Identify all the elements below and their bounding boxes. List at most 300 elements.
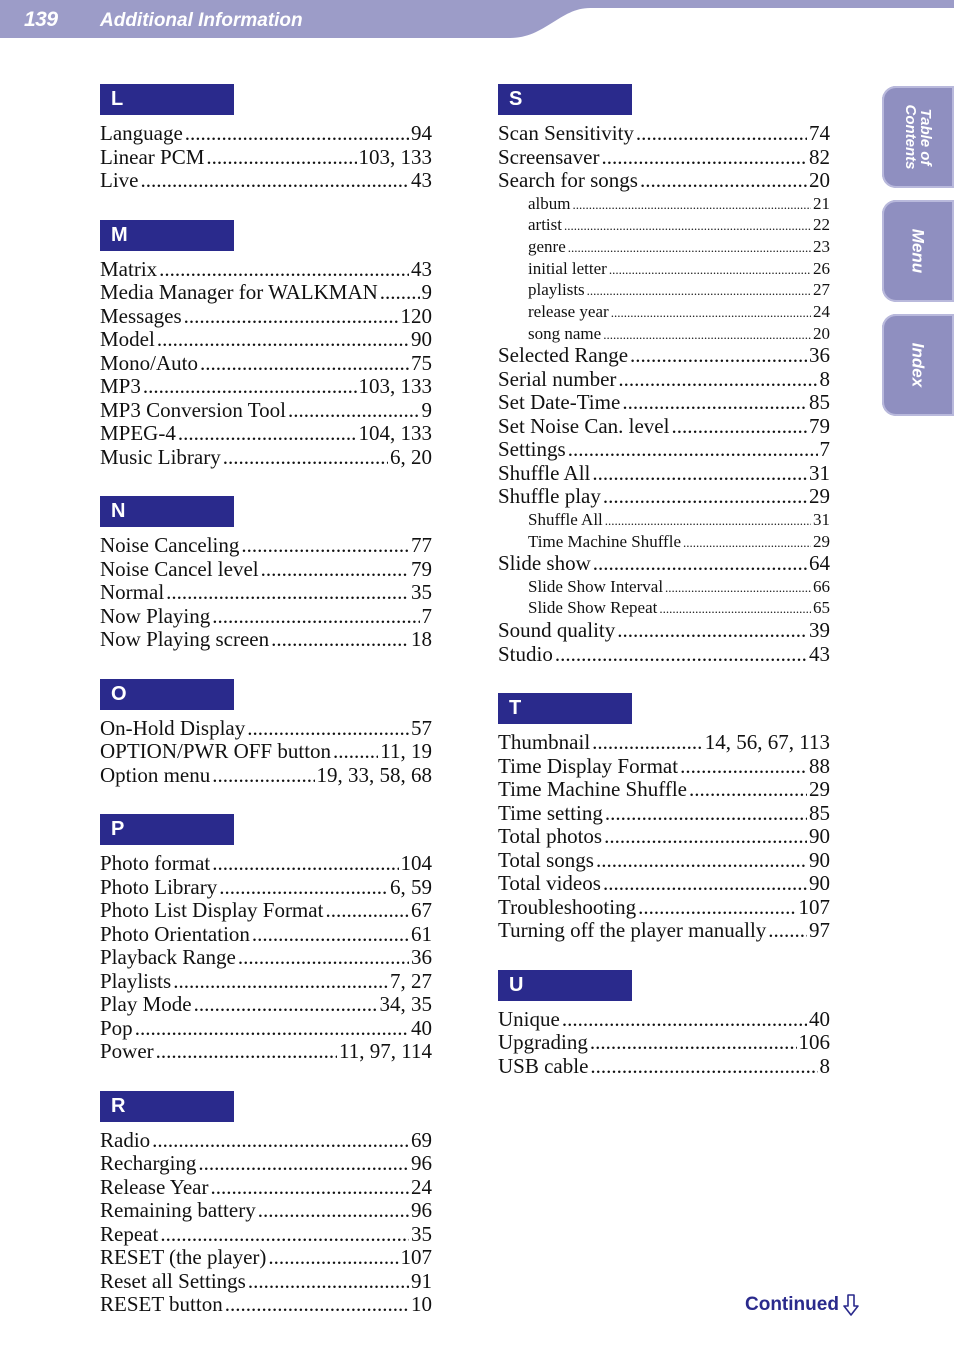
entry-pages: 75 (411, 350, 432, 375)
entry-term: Reset all Settings (100, 1268, 246, 1293)
leader-dots (135, 1017, 409, 1041)
entry-term: MPEG-4 (100, 421, 176, 445)
leader-dots (247, 717, 409, 741)
index-letter-block (100, 1091, 432, 1317)
index-entry[interactable] (100, 852, 432, 876)
entry-pages: 79 (809, 413, 830, 438)
entry-pages: 103, 133 (358, 144, 432, 169)
entry-term: Remaining battery (100, 1198, 256, 1222)
leader-dots (140, 169, 409, 193)
leader-dots (605, 802, 807, 826)
leader-dots (562, 1008, 807, 1032)
entry-term: Photo Library (100, 874, 218, 899)
entry-term: Pop (100, 1015, 133, 1040)
index-entry[interactable] (100, 558, 432, 582)
entry-pages: 24 (411, 1174, 432, 1199)
index-entry[interactable] (100, 375, 432, 399)
entry-term: Slide Show Interval (528, 576, 664, 596)
index-entry[interactable] (100, 1017, 432, 1041)
section-title: Additional Information (100, 10, 303, 31)
index-entry[interactable] (498, 1008, 830, 1032)
index-entry[interactable] (100, 1246, 432, 1270)
entry-term: Music Library (100, 444, 221, 469)
leader-dots (603, 872, 807, 896)
entry-pages: 104, 133 (358, 421, 432, 445)
index-subentry[interactable] (498, 323, 830, 345)
entry-term: Now Playing screen (100, 627, 270, 651)
leader-dots (630, 344, 807, 368)
entry-pages: 7 (819, 437, 830, 462)
index-letter-block (498, 693, 830, 943)
entry-term: On-Hold Display (100, 715, 246, 740)
entry-term: Photo Orientation (100, 921, 250, 946)
entry-pages: 36 (809, 343, 830, 368)
entry-term: Live (100, 168, 139, 192)
entry-term: OPTION/PWR OFF button (100, 739, 332, 763)
index-entry[interactable] (498, 368, 830, 392)
leader-dots (210, 1176, 409, 1200)
entry-pages: 66 (813, 576, 830, 596)
leader-dots (611, 302, 811, 324)
entry-pages: 18 (411, 627, 432, 651)
letter-heading: S (498, 84, 632, 115)
index-entry[interactable] (100, 993, 432, 1017)
entry-pages: 8 (819, 1053, 830, 1078)
index-entry[interactable] (100, 923, 432, 947)
index-entry[interactable] (100, 281, 432, 305)
index-entry[interactable] (498, 731, 830, 755)
leader-dots (184, 305, 399, 329)
entry-term: Photo List Display Format (100, 898, 324, 922)
entry-pages: 20 (813, 323, 830, 343)
leader-dots (212, 605, 419, 629)
leader-dots (152, 1129, 409, 1153)
entry-term: Shuffle All (528, 509, 603, 529)
entry-pages: 61 (411, 921, 432, 946)
leader-dots (156, 1040, 337, 1064)
leader-dots (200, 352, 409, 376)
entry-term: Thumbnail (498, 730, 591, 755)
index-subentry[interactable] (498, 301, 830, 323)
leader-dots (212, 852, 398, 876)
entry-term: Matrix (100, 256, 158, 281)
entry-term: Slide show (498, 551, 591, 576)
entry-term: artist (528, 215, 562, 235)
entry-pages: 10 (411, 1292, 432, 1316)
leader-dots (143, 375, 357, 399)
index-letter-block (498, 970, 830, 1079)
index-letter-block (498, 84, 830, 666)
leader-dots (622, 391, 807, 415)
entry-term: Unique (498, 1006, 560, 1031)
index-entry[interactable] (100, 352, 432, 376)
leader-dots (609, 259, 811, 281)
leader-dots (617, 619, 807, 643)
entry-pages: 103, 133 (358, 374, 432, 398)
leader-dots (206, 146, 356, 170)
leader-dots (573, 194, 812, 216)
entry-pages: 26 (813, 258, 830, 278)
entry-pages: 24 (813, 301, 830, 321)
entry-term: Release Year (100, 1174, 209, 1199)
index-entry[interactable] (498, 849, 830, 873)
index-entry[interactable] (498, 146, 830, 170)
index-entry[interactable] (498, 896, 830, 920)
entry-pages: 11, 19 (380, 739, 432, 763)
index-subentry[interactable] (498, 214, 830, 236)
index-subentry[interactable] (498, 193, 830, 215)
index-letter-block (100, 814, 432, 1064)
entry-pages: 27 (813, 280, 830, 300)
entry-term: Time Machine Shuffle (528, 531, 681, 551)
entry-pages: 31 (813, 509, 830, 529)
leader-dots (225, 1293, 409, 1317)
entry-pages: 40 (809, 1006, 830, 1031)
index-entry[interactable] (100, 1040, 432, 1064)
leader-dots (590, 1055, 817, 1079)
entry-pages: 57 (411, 715, 432, 740)
tab-menu[interactable] (882, 200, 954, 302)
entry-pages: 120 (400, 303, 432, 328)
leader-dots (173, 970, 388, 994)
index-entry[interactable] (498, 122, 830, 146)
leader-dots (603, 324, 811, 346)
leader-dots (605, 510, 811, 532)
leader-dots (325, 899, 409, 923)
entry-term: Model (100, 327, 155, 351)
index-entry[interactable] (100, 970, 432, 994)
leader-dots (238, 946, 409, 970)
leader-dots (590, 1031, 797, 1055)
index-subentry[interactable] (498, 279, 830, 301)
index-letter-block (100, 220, 432, 470)
index-subentry[interactable] (498, 597, 830, 619)
entry-pages: 74 (809, 121, 830, 145)
leader-dots (268, 1246, 398, 1270)
index-entry[interactable] (498, 485, 830, 509)
arrow-down-icon (843, 1294, 859, 1316)
index-entry[interactable] (100, 399, 432, 423)
entry-pages: 65 (813, 598, 830, 618)
entry-term: Settings (498, 437, 566, 462)
index-entry[interactable] (100, 1176, 432, 1200)
entry-term: Normal (100, 580, 165, 604)
leader-dots (194, 993, 378, 1017)
tab-table-of-contents[interactable] (882, 86, 954, 188)
entry-pages: 7 (421, 603, 432, 628)
entry-term: Studio (498, 641, 553, 666)
entry-pages: 43 (809, 641, 830, 666)
entry-term: Search for songs (498, 168, 638, 192)
entry-term: RESET (the player) (100, 1245, 267, 1269)
leader-dots (380, 281, 420, 305)
index-subentry[interactable] (498, 236, 830, 258)
entry-term: playlists (528, 280, 585, 300)
letter-heading: L (100, 84, 234, 115)
index-entry[interactable] (498, 755, 830, 779)
leader-dots (160, 1223, 409, 1247)
index-entry[interactable] (100, 1293, 432, 1317)
entry-term: Messages (100, 303, 182, 328)
entry-pages: 19, 33, 58, 68 (316, 762, 432, 787)
entry-pages: 104 (400, 851, 432, 875)
leader-dots (638, 896, 796, 920)
letter-heading: T (498, 693, 632, 724)
index-entry[interactable] (100, 1129, 432, 1153)
leader-dots (288, 399, 420, 423)
index-entry[interactable] (498, 552, 830, 576)
entry-term: Now Playing (100, 603, 211, 628)
index-entry[interactable] (100, 169, 432, 193)
entry-term: Option menu (100, 762, 211, 787)
leader-dots (555, 643, 807, 667)
leader-dots (241, 534, 409, 558)
page-header (0, 0, 954, 40)
letter-heading: O (100, 679, 234, 710)
entry-pages: 90 (411, 327, 432, 351)
leader-dots (198, 1152, 409, 1176)
index-entry[interactable] (100, 446, 432, 470)
index-entry[interactable] (498, 438, 830, 462)
index-entry[interactable] (100, 534, 432, 558)
index-column-left (100, 84, 432, 1344)
leader-dots (592, 731, 703, 755)
leader-dots (258, 1199, 409, 1223)
entry-term: Playlists (100, 968, 172, 993)
entry-term: Scan Sensitivity (498, 121, 634, 145)
leader-dots (671, 415, 807, 439)
entry-pages: 96 (411, 1151, 432, 1175)
leader-dots (564, 215, 811, 237)
leader-dots (640, 169, 807, 193)
index-subentry[interactable] (498, 531, 830, 553)
entry-term: Shuffle play (498, 484, 601, 509)
entry-pages: 31 (809, 460, 830, 485)
continued-link[interactable] (745, 1294, 859, 1316)
entry-pages: 107 (798, 894, 830, 919)
leader-dots (604, 825, 807, 849)
index-entry[interactable] (100, 946, 432, 970)
index-entry[interactable] (498, 802, 830, 826)
leader-dots (261, 558, 409, 582)
tab-label: Index (908, 342, 928, 388)
entry-pages: 29 (809, 777, 830, 802)
entry-pages: 96 (411, 1198, 432, 1222)
entry-pages: 23 (813, 236, 830, 256)
entry-pages: 34, 35 (379, 992, 432, 1016)
entry-pages: 64 (809, 551, 830, 576)
entry-term: Radio (100, 1127, 151, 1152)
entry-term: MP3 Conversion Tool (100, 397, 286, 422)
entry-term: Time setting (498, 800, 603, 825)
leader-dots (219, 876, 388, 900)
entry-pages: 43 (411, 168, 432, 192)
entry-term: USB cable (498, 1053, 589, 1078)
entry-term: Selected Range (498, 343, 629, 368)
leader-dots (596, 849, 807, 873)
index-entry[interactable] (100, 740, 432, 764)
letter-heading: N (100, 496, 234, 527)
index-entry[interactable] (100, 581, 432, 605)
entry-term: Upgrading (498, 1030, 588, 1055)
entry-term: Noise Cancel level (100, 556, 259, 581)
entry-term: Total photos (498, 824, 603, 849)
leader-dots (593, 552, 807, 576)
index-subentry[interactable] (498, 258, 830, 280)
index-entry[interactable] (498, 462, 830, 486)
entry-term: Shuffle All (498, 460, 591, 485)
leader-dots (601, 146, 807, 170)
leader-dots (271, 628, 409, 652)
entry-term: Language (100, 121, 183, 145)
entry-term: Time Machine Shuffle (498, 777, 687, 802)
index-entry[interactable] (498, 825, 830, 849)
letter-heading: P (100, 814, 234, 845)
leader-dots (157, 328, 409, 352)
index-entry[interactable] (100, 328, 432, 352)
tab-label: Menu (908, 228, 928, 274)
index-entry[interactable] (100, 122, 432, 146)
entry-pages: 39 (809, 618, 830, 643)
entry-pages: 6, 20 (390, 444, 432, 469)
entry-term: Power (100, 1039, 154, 1063)
leader-dots (592, 462, 807, 486)
entry-term: Set Noise Can. level (498, 413, 670, 438)
entry-pages: 90 (809, 824, 830, 849)
entry-pages: 90 (809, 847, 830, 872)
leader-dots (618, 368, 817, 392)
entry-term: Playback Range (100, 945, 236, 969)
index-entry[interactable] (100, 876, 432, 900)
index-entry[interactable] (100, 1270, 432, 1294)
leader-dots (680, 755, 807, 779)
entry-term: Screensaver (498, 144, 600, 169)
leader-dots (212, 764, 314, 788)
entry-term: Photo format (100, 851, 211, 875)
index-entry[interactable] (498, 872, 830, 896)
index-column-right (498, 84, 830, 1105)
entry-term: Mono/Auto (100, 350, 199, 375)
entry-pages: 36 (411, 945, 432, 969)
entry-pages: 7, 27 (390, 968, 432, 993)
index-entry[interactable] (100, 899, 432, 923)
entry-term: Set Date-Time (498, 390, 621, 415)
leader-dots (683, 532, 811, 554)
entry-pages: 9 (421, 397, 432, 422)
entry-pages: 79 (411, 556, 432, 581)
index-entry[interactable] (100, 146, 432, 170)
entry-pages: 29 (813, 531, 830, 551)
entry-term: Sound quality (498, 618, 616, 643)
entry-pages: 97 (809, 918, 830, 943)
index-entry[interactable] (100, 628, 432, 652)
index-entry[interactable] (100, 1152, 432, 1176)
index-subentry[interactable] (498, 509, 830, 531)
entry-pages: 9 (421, 280, 432, 304)
leader-dots (166, 581, 409, 605)
continued-label: Continued (745, 1294, 839, 1315)
index-subentry[interactable] (498, 576, 830, 598)
entry-term: Troubleshooting (498, 894, 637, 919)
leader-dots (568, 438, 818, 462)
entry-pages: 29 (809, 484, 830, 509)
entry-pages: 91 (411, 1268, 432, 1293)
index-entry[interactable] (498, 391, 830, 415)
entry-term: initial letter (528, 258, 607, 278)
index-entry[interactable] (498, 619, 830, 643)
entry-pages: 77 (411, 533, 432, 557)
entry-term: genre (528, 236, 566, 256)
entry-term: Total songs (498, 847, 594, 872)
index-entry[interactable] (498, 415, 830, 439)
index-entry[interactable] (100, 1223, 432, 1247)
entry-pages: 35 (411, 1221, 432, 1246)
entry-term: Time Display Format (498, 753, 679, 778)
index-entry[interactable] (498, 169, 830, 193)
entry-pages: 94 (411, 121, 432, 145)
index-entry[interactable] (100, 764, 432, 788)
index-entry[interactable] (100, 605, 432, 629)
index-entry[interactable] (498, 919, 830, 943)
entry-term: Play Mode (100, 992, 192, 1016)
leader-dots (178, 422, 357, 446)
index-letter-block (100, 679, 432, 788)
index-entry[interactable] (100, 258, 432, 282)
entry-pages: 20 (809, 168, 830, 192)
entry-term: Serial number (498, 366, 617, 391)
index-entry[interactable] (498, 778, 830, 802)
tab-index[interactable] (882, 314, 954, 416)
entry-term: Repeat (100, 1221, 159, 1246)
entry-pages: 35 (411, 580, 432, 604)
entry-term: Noise Canceling (100, 533, 240, 557)
entry-pages: 107 (400, 1245, 432, 1269)
entry-pages: 106 (798, 1030, 830, 1055)
index-entry[interactable] (100, 422, 432, 446)
index-entry[interactable] (100, 305, 432, 329)
index-entry[interactable] (100, 1199, 432, 1223)
leader-dots (159, 258, 409, 282)
leader-dots (252, 923, 409, 947)
entry-term: song name (528, 323, 602, 343)
entry-pages: 14, 56, 67, 113 (704, 730, 830, 755)
index-entry[interactable] (498, 1031, 830, 1055)
page-number: 139 (24, 8, 58, 31)
leader-dots (768, 919, 807, 943)
leader-dots (333, 740, 378, 764)
entry-pages: 90 (809, 871, 830, 896)
entry-pages: 82 (809, 144, 830, 169)
entry-pages: 43 (411, 256, 432, 281)
index-entry[interactable] (100, 717, 432, 741)
leader-dots (248, 1270, 409, 1294)
leader-dots (223, 446, 388, 470)
entry-term: Recharging (100, 1151, 197, 1175)
entry-pages: 21 (813, 193, 830, 213)
index-entry[interactable] (498, 344, 830, 368)
entry-pages: 69 (411, 1127, 432, 1152)
entry-pages: 85 (809, 800, 830, 825)
entry-term: release year (528, 301, 609, 321)
leader-dots (603, 485, 807, 509)
entry-term: Media Manager for WALKMAN (100, 280, 378, 304)
letter-heading: R (100, 1091, 234, 1122)
index-entry[interactable] (498, 1055, 830, 1079)
index-entry[interactable] (498, 643, 830, 667)
entry-term: Slide Show Repeat (528, 598, 658, 618)
tab-label: Table of Contents (902, 104, 934, 170)
entry-pages: 8 (819, 366, 830, 391)
